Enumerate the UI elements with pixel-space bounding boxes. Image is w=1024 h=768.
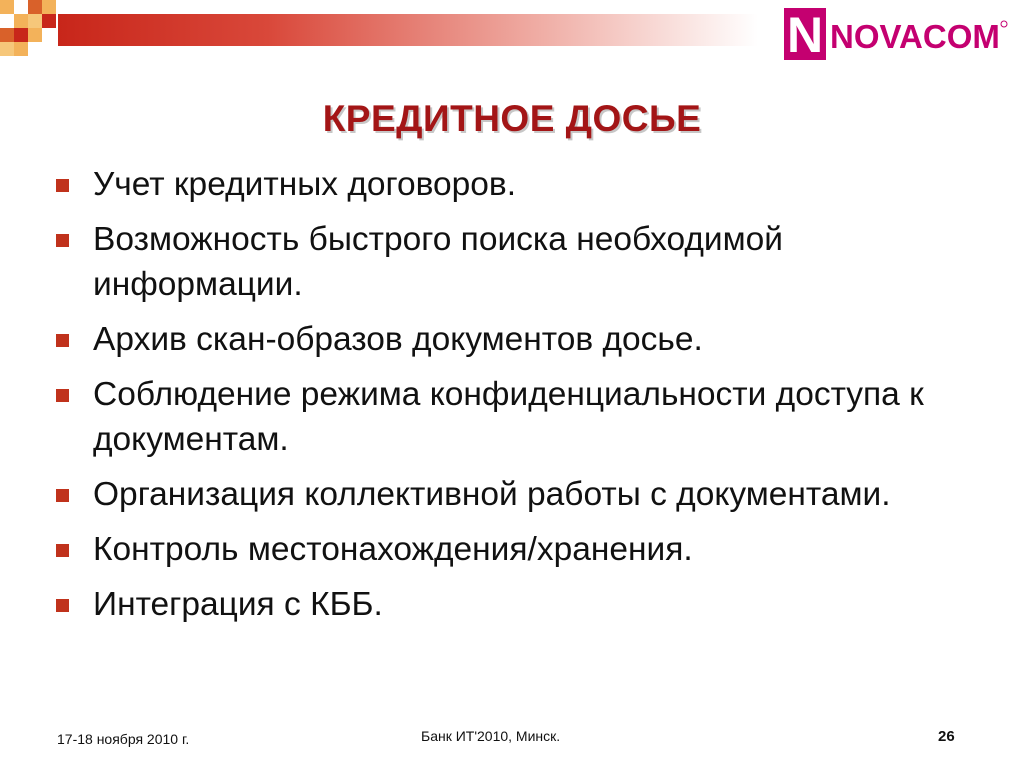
list-item <box>56 162 976 207</box>
logo-letter: N <box>786 7 824 63</box>
list-item <box>56 582 976 627</box>
list-item-text: Возможность быстрого поиска необходимой информации. <box>93 221 783 303</box>
list-item <box>56 217 976 307</box>
logo-text: NOVACOM <box>830 18 1000 55</box>
square-bullet-icon <box>56 489 69 502</box>
list-item-text: Архив скан-образов документов досье. <box>93 321 703 358</box>
list-item-text: Учет кредитных договоров. <box>93 166 517 203</box>
square-bullet-icon <box>56 334 69 347</box>
square-bullet-icon <box>56 179 69 192</box>
square-bullet-icon <box>56 389 69 402</box>
list-item-text: Контроль местонахождения/хранения. <box>93 531 693 568</box>
page-number: 26 <box>938 728 955 745</box>
list-item-text: Организация коллективной работы с документами. <box>93 476 891 513</box>
square-bullet-icon <box>56 234 69 247</box>
list-item-text: Интеграция с КББ. <box>93 586 383 623</box>
novacom-logo <box>782 4 1010 64</box>
footer-date: 17-18 ноября 2010 г. <box>57 731 190 747</box>
list-item <box>56 372 976 462</box>
list-item <box>56 527 976 572</box>
slide-title: КРЕДИТНОЕ ДОСЬЕ <box>322 98 702 139</box>
footer-event: Банк ИТ'2010, Минск. <box>421 728 561 744</box>
list-item <box>56 472 976 517</box>
list-item-text: Соблюдение режима конфиденциальности доступа к документам. <box>93 376 924 458</box>
bullet-list <box>56 162 976 637</box>
square-bullet-icon <box>56 599 69 612</box>
square-bullet-icon <box>56 544 69 557</box>
list-item <box>56 317 976 362</box>
header-gradient-bar <box>58 14 758 46</box>
